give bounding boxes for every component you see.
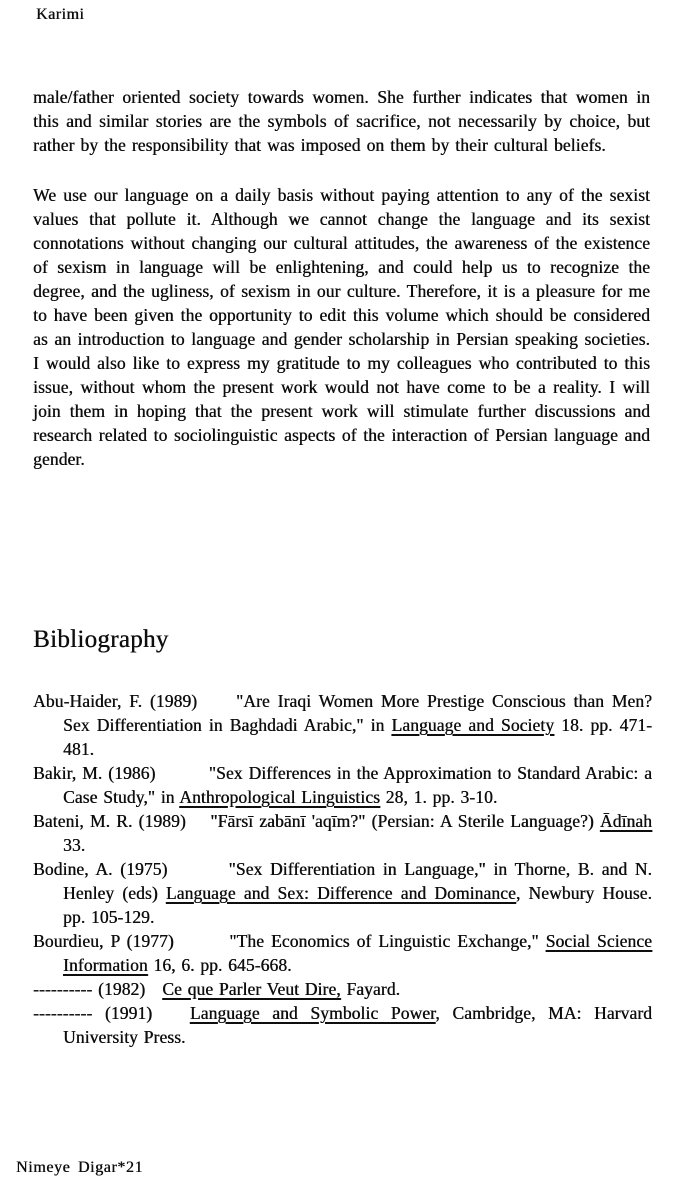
bibliography-entry xyxy=(33,689,652,761)
bibliography-entry-text: 18. pp. 471-481. xyxy=(63,715,653,759)
underlined-work-title: Ādīnah xyxy=(599,811,652,831)
underlined-work-title: Social Science Information xyxy=(63,931,652,975)
bibliography-entry-text: Bourdieu, P (1977) "The Economics of Linguistic Exchange," xyxy=(33,931,546,951)
underlined-work-title: Language and Society xyxy=(391,715,555,735)
underlined-work-title: Language and Sex: Difference and Dominance xyxy=(165,883,516,903)
introduction-text xyxy=(33,85,650,471)
bibliography-entry-text: 16, 6. pp. 645-668. xyxy=(147,955,292,975)
bibliography-entry xyxy=(33,761,652,809)
bibliography-heading: Bibliography xyxy=(33,626,169,653)
bibliography-entry-text: Fayard. xyxy=(340,979,401,999)
bibliography-entry-text: ---------- (1982) xyxy=(33,979,163,999)
bibliography-entry xyxy=(33,857,652,929)
bibliography-entry-text: Bakir, M. (1986) "Sex Differences in the Approximation to Standard Arabic: a Case Study," in xyxy=(33,763,652,807)
running-head: Karimi xyxy=(36,6,85,23)
bibliography-entry-text: 28, 1. pp. 3-10. xyxy=(379,787,498,807)
underlined-work-title: Ce que Parler Veut Dire, xyxy=(162,979,341,999)
bibliography-list xyxy=(33,689,652,1049)
bibliography-entry xyxy=(33,1001,652,1049)
paragraph-2: We use our language on a daily basis without paying attention to any of the sexist values that pollute it. Although we cannot change the language and its sexist connotations without changing our cultural attitudes, the awareness of the existence of sexism in language will be enlightening, and could help us to recognize the degree, and the ugliness, of sexism in our culture. Therefore, it is a pleasure for me to have been given the opportunity to edit this volume which should be considered as an introduction to language and gender scholarship in Persian speaking societies. I would also like to express my gratitude to my colleagues who contributed to this issue, without whom the present work would not have come to be a reality. I will join them in hoping that the present work will stimulate further discussions and research related to sociolinguistic aspects of the interaction of Persian language and gender. xyxy=(33,185,650,469)
underlined-work-title: Anthropological Linguistics xyxy=(179,787,380,807)
bibliography-entry-text: , Cambridge, MA: Harvard University Press. xyxy=(63,1003,652,1047)
bibliography-entry xyxy=(33,977,652,1001)
bibliography-entry-text: Abu-Haider, F. (1989) "Are Iraqi Women More Prestige Conscious than Men? Sex Differentiation in Baghdadi Arabic," in xyxy=(33,691,652,735)
bibliography-entry-text: 33. xyxy=(63,835,86,855)
bibliography-entry xyxy=(33,929,652,977)
bibliography-entry xyxy=(33,809,652,857)
bibliography-entry-text: Bodine, A. (1975) "Sex Differentiation in Language," in Thorne, B. and N. Henley (eds) xyxy=(33,859,652,903)
bibliography-entry-text: , Newbury House. pp. 105-129. xyxy=(63,883,652,927)
bibliography-entry-text: ---------- (1991) xyxy=(33,1003,190,1023)
underlined-work-title: Language and Symbolic Power xyxy=(189,1003,436,1023)
paragraph-1: male/father oriented society towards women. She further indicates that women in this and similar stories are the symbols of sacrifice, not necessarily by choice, but rather by the responsibility that was imposed on them by their cultural beliefs. xyxy=(33,87,650,155)
journal-footer: Nimeye Digar*21 xyxy=(16,1159,144,1176)
bibliography-entry-text: Bateni, M. R. (1989) "Fārsī zabānī 'aqīm?" (Persian: A Sterile Language?) xyxy=(33,811,600,831)
